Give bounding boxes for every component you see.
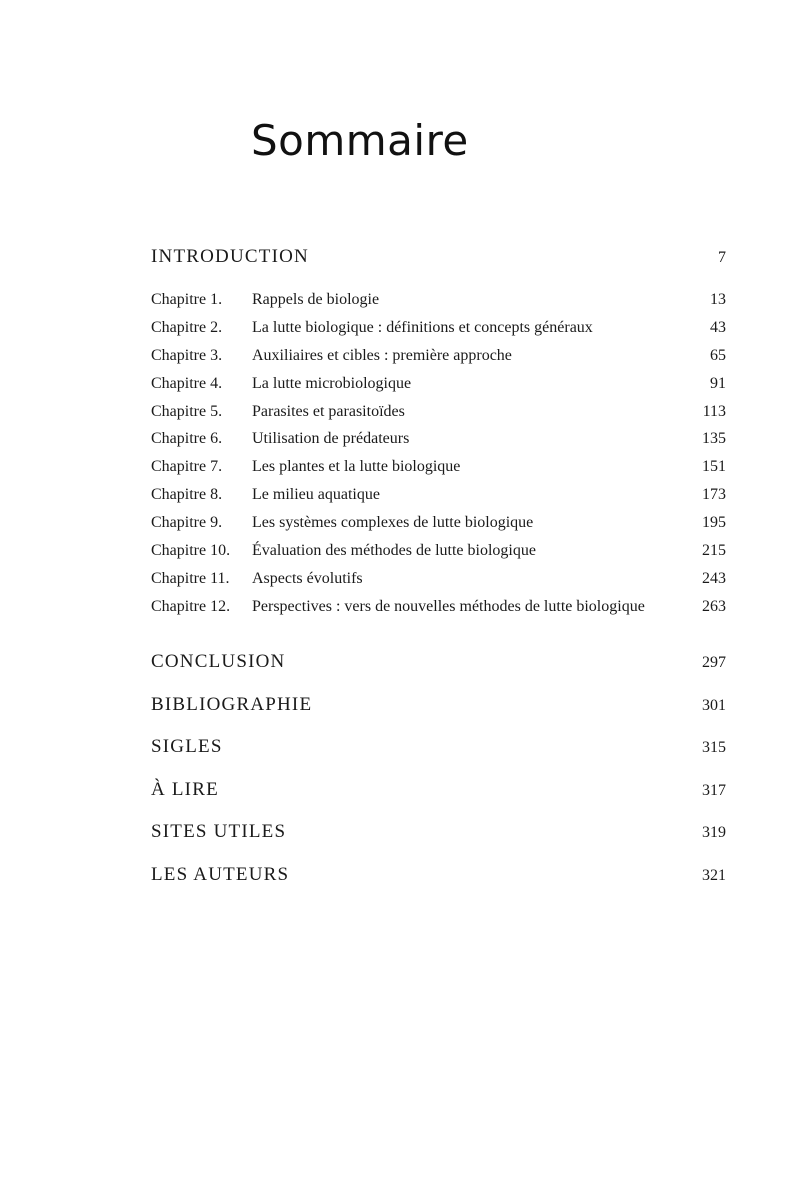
chapter-number: Chapitre 4. xyxy=(151,374,223,392)
toc-section-row xyxy=(151,864,726,907)
chapter-title: La lutte microbiologique xyxy=(252,374,412,392)
page-number: 151 xyxy=(702,458,726,476)
toc-section-row xyxy=(151,651,726,694)
page-number: 243 xyxy=(702,569,726,587)
section-label: BIBLIOGRAPHIE xyxy=(151,693,313,715)
toc-section-row xyxy=(151,736,726,779)
chapter-title: Rappels de biologie xyxy=(252,291,380,308)
page-number: 319 xyxy=(702,824,726,841)
section-label: SITES UTILES xyxy=(151,821,287,842)
chapter-title: Le milieu aquatique xyxy=(252,486,380,504)
chapter-title: Auxiliaires et cibles : première approche xyxy=(252,346,512,364)
page-number: 65 xyxy=(710,346,726,364)
page-number: 321 xyxy=(702,866,726,884)
chapter-number: Chapitre 9. xyxy=(151,514,223,532)
chapter-number: Chapitre 5. xyxy=(151,402,223,420)
chapter-title: Parasites et parasitoïdes xyxy=(252,402,405,420)
section-label: LES AUTEURS xyxy=(151,863,290,885)
page-number: 215 xyxy=(702,542,726,560)
page-number: 113 xyxy=(702,402,726,420)
page-number: 301 xyxy=(702,696,726,714)
toc-chapter-row xyxy=(151,319,726,347)
page-number: 317 xyxy=(702,781,726,799)
toc-back-matter xyxy=(151,651,726,906)
toc-chapter-row xyxy=(151,347,726,375)
chapter-title: Évaluation des méthodes de lutte biologique xyxy=(252,542,536,560)
toc-section-row xyxy=(151,821,726,864)
toc-chapter-row xyxy=(151,542,726,570)
page-number: 13 xyxy=(710,291,726,308)
chapter-title: La lutte biologique : définitions et concepts généraux xyxy=(252,318,593,336)
chapter-title: Utilisation de prédateurs xyxy=(252,430,410,448)
toc-chapter-row xyxy=(151,403,726,431)
page-number: 91 xyxy=(710,374,726,392)
chapter-number: Chapitre 3. xyxy=(151,346,223,364)
toc-chapter-row xyxy=(151,598,726,626)
chapter-number: Chapitre 6. xyxy=(151,430,223,448)
chapter-number: Chapitre 10. xyxy=(151,542,231,560)
chapter-title: Aspects évolutifs xyxy=(252,569,363,587)
chapter-title: Perspectives : vers de nouvelles méthodes de lutte biologique xyxy=(252,597,645,615)
chapter-number: Chapitre 8. xyxy=(151,486,223,504)
chapter-number: Chapitre 7. xyxy=(151,458,223,476)
section-label: SIGLES xyxy=(151,736,223,757)
page-number: 43 xyxy=(710,318,726,336)
toc-chapter-row xyxy=(151,458,726,486)
chapter-title: Les plantes et la lutte biologique xyxy=(252,458,461,476)
chapter-number: Chapitre 12. xyxy=(151,597,231,615)
chapter-title: Les systèmes complexes de lutte biologique xyxy=(252,514,534,532)
toc-chapter-row xyxy=(151,291,726,319)
toc-chapter-row xyxy=(151,570,726,598)
page-number: 7 xyxy=(718,249,726,266)
toc-chapters xyxy=(151,291,726,626)
toc-chapter-row xyxy=(151,430,726,458)
toc-chapter-row xyxy=(151,514,726,542)
page-number: 195 xyxy=(702,514,726,532)
chapter-number: Chapitre 11. xyxy=(151,569,230,587)
page-number: 315 xyxy=(702,739,726,756)
toc-introduction xyxy=(151,246,726,274)
chapter-number: Chapitre 1. xyxy=(151,291,223,308)
page-title: Sommaire xyxy=(251,116,469,165)
toc-chapter-row xyxy=(151,375,726,403)
toc-section-row xyxy=(151,779,726,822)
chapter-number: Chapitre 2. xyxy=(151,318,223,336)
toc-section-row xyxy=(151,694,726,737)
section-label: CONCLUSION xyxy=(151,651,286,672)
page-number: 173 xyxy=(702,486,726,504)
toc-chapter-row xyxy=(151,486,726,514)
page-number: 135 xyxy=(702,430,726,448)
toc-section-row xyxy=(151,246,726,274)
section-label: À LIRE xyxy=(151,778,219,800)
section-label: INTRODUCTION xyxy=(151,246,309,267)
page-number: 297 xyxy=(702,654,726,671)
page-number: 263 xyxy=(702,597,726,615)
